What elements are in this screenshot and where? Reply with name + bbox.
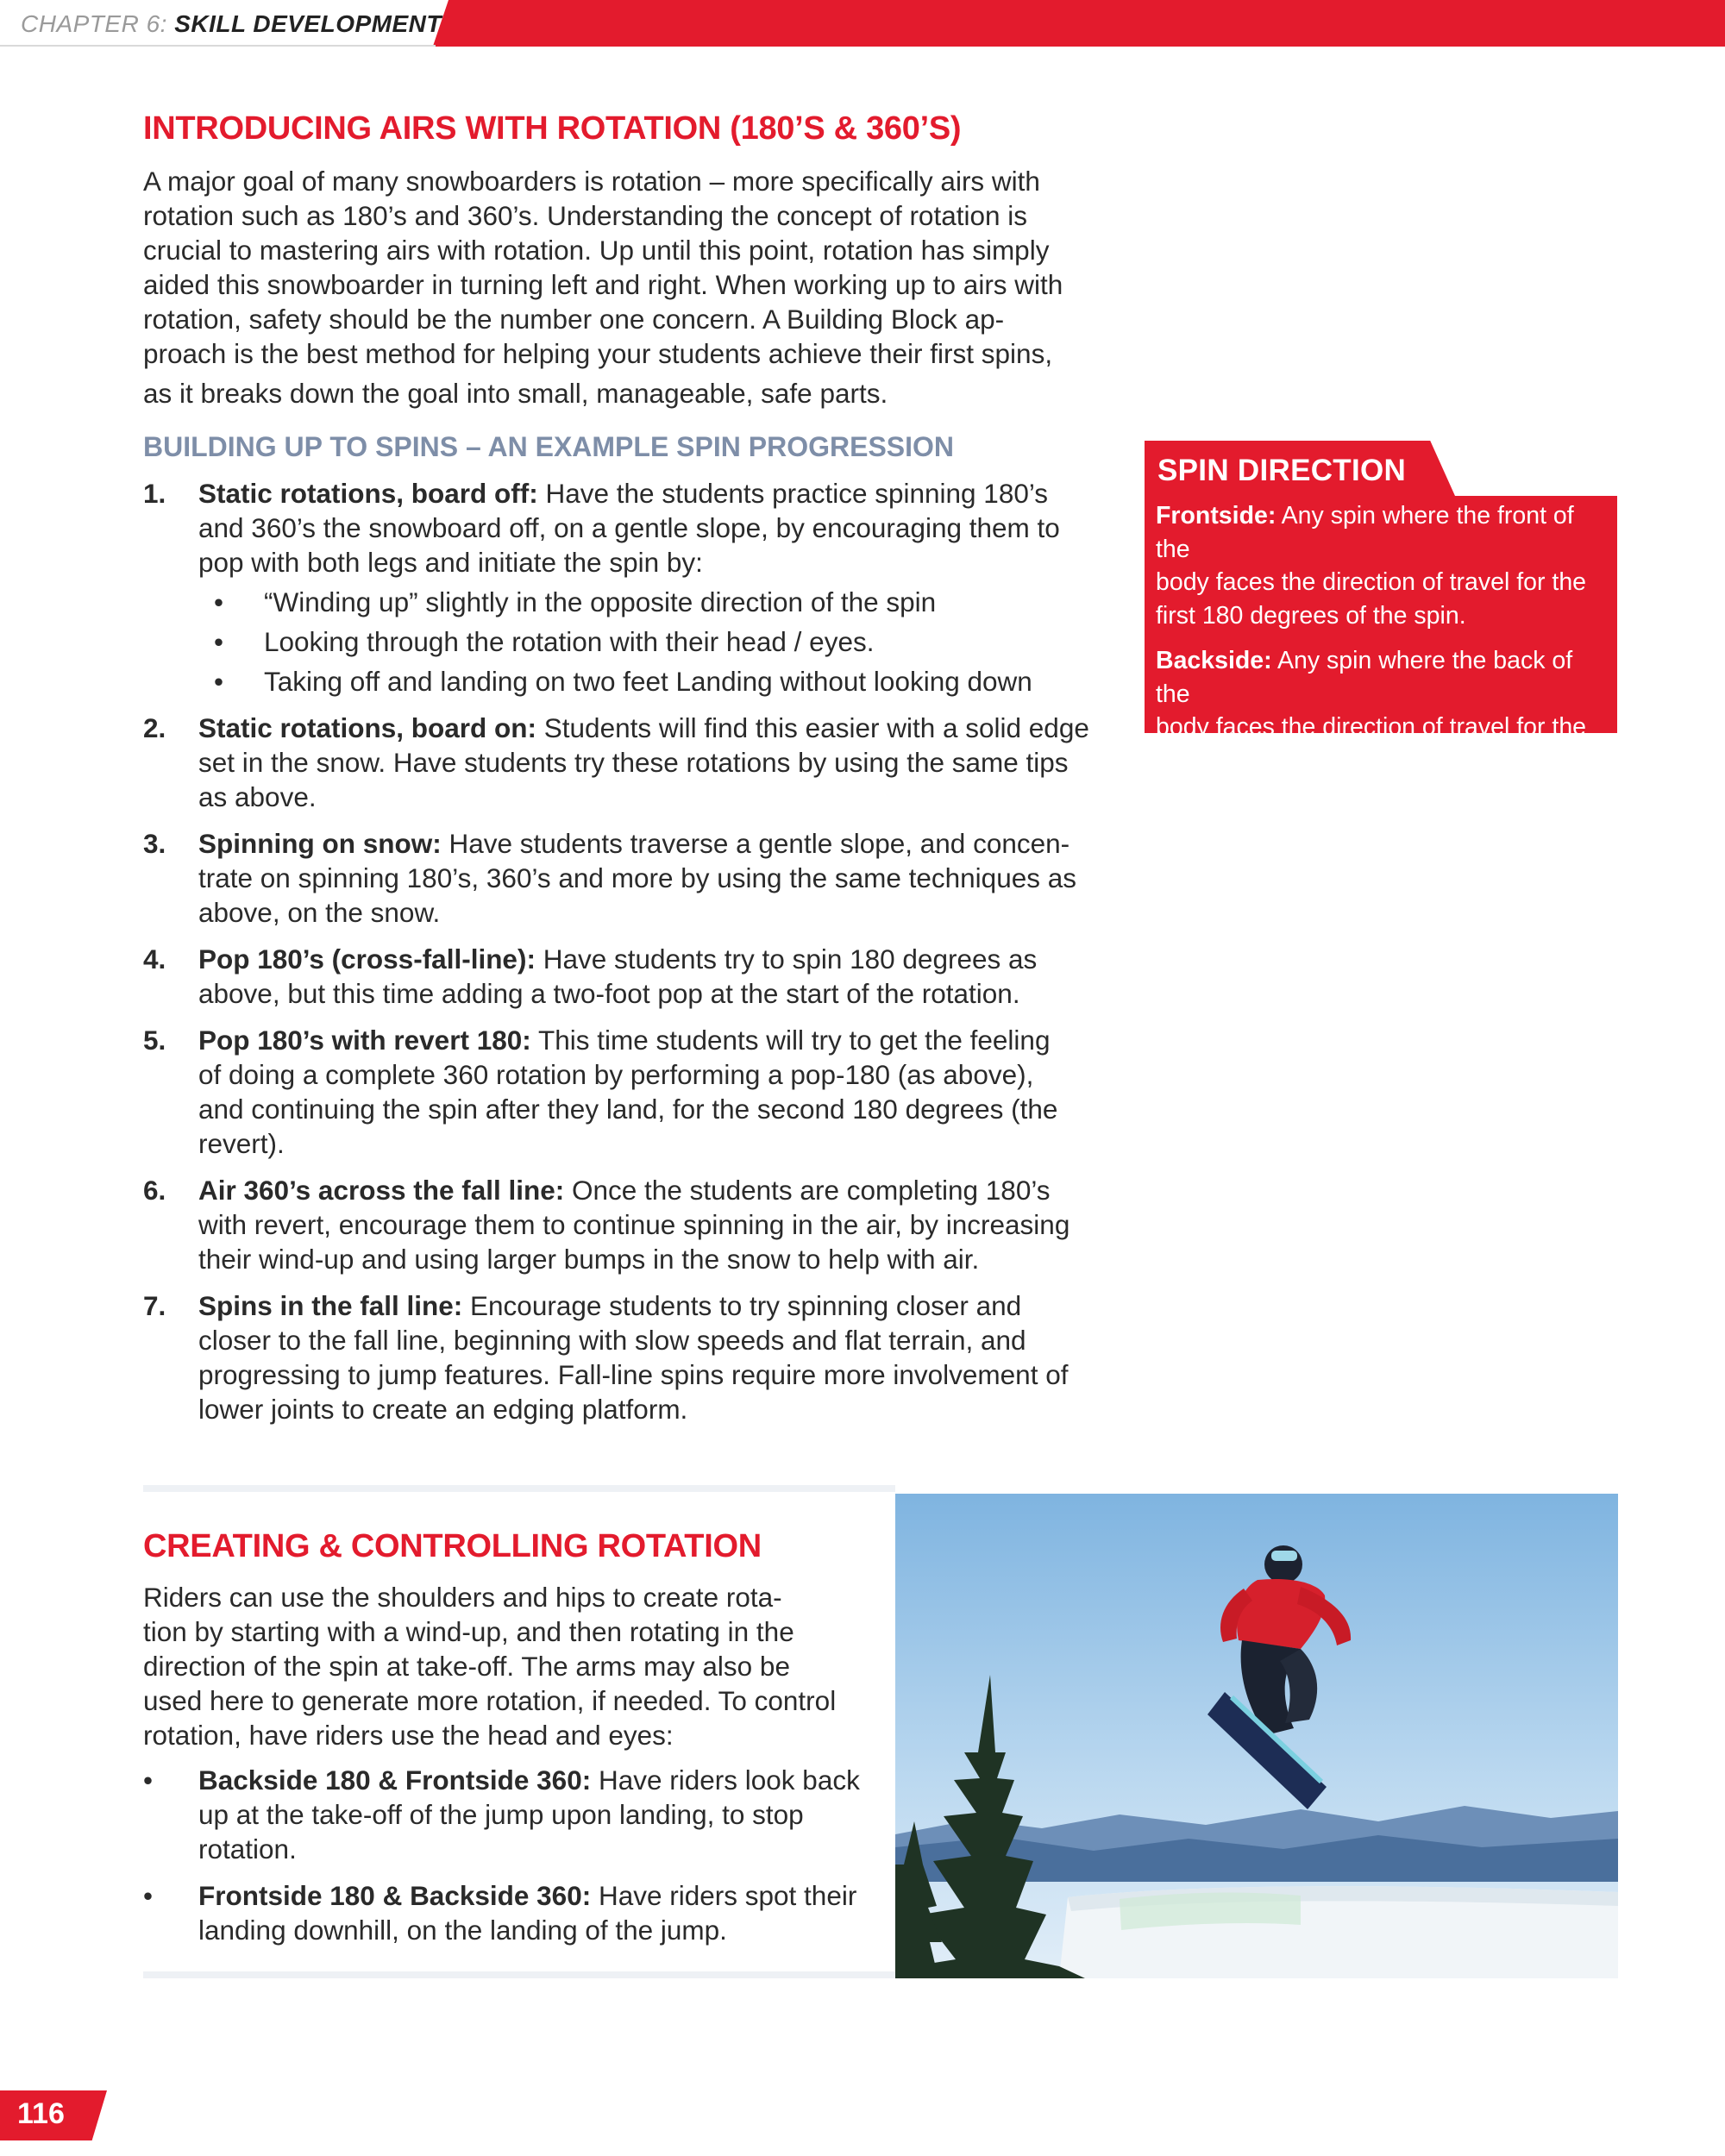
step-number: 3.: [143, 828, 166, 859]
rotation-line: Riders can use the shoulders and hips to create rota-: [143, 1582, 782, 1613]
step-text: Have the students practice spinning 180’s: [537, 478, 1049, 509]
bullet-dot: •: [214, 586, 224, 617]
step-text: revert).: [198, 1128, 285, 1159]
step-text: set in the snow. Have students try these rotations by using the same tips: [198, 747, 1069, 778]
step-text: Once the students are completing 180’s: [564, 1175, 1051, 1206]
intro-line: rotation, safety should be the number one concern. A Building Block ap-: [143, 304, 1005, 335]
step-lead: Static rotations, board off:: [198, 478, 538, 509]
chapter-header: [0, 0, 1725, 47]
progression-step: [143, 476, 1126, 699]
progression-step: [143, 826, 1126, 930]
step-number: 4.: [143, 943, 166, 975]
step-text: Students will find this easier with a solid edge: [536, 712, 1089, 743]
rotation-line: tion by starting with a wind-up, and then rotating in the: [143, 1616, 794, 1647]
sidebar-title: SPIN DIRECTION: [1157, 454, 1407, 487]
step-bullet: • “Winding up” slightly in the opposite direction of the spin: [214, 586, 937, 617]
rotation-bullet: • Frontside 180 & Backside 360: Have riders spot their landing downhill, on the landing of the jump.: [143, 1880, 857, 1946]
progression-heading: BUILDING UP TO SPINS – AN EXAMPLE SPIN PROGRESSION: [143, 431, 955, 462]
page-number: 116: [17, 2097, 65, 2130]
sidebar-term: Frontside:: [1156, 502, 1276, 530]
intro-heading: INTRODUCING AIRS WITH ROTATION (180’S & 360’S): [143, 110, 962, 147]
step-text: their wind-up and using larger bumps in the snow to help with air.: [198, 1244, 980, 1275]
step-text: Have students try to spin 180 degrees as: [535, 943, 1038, 975]
sidebar-term: Backside:: [1156, 647, 1272, 674]
bullet-dot: •: [143, 1880, 154, 1911]
rotation-heading: CREATING & CONTROLLING ROTATION: [143, 1528, 762, 1564]
step-text: pop with both legs and initiate the spin by:: [198, 547, 703, 578]
chapter-label: CHAPTER 6:: [21, 10, 175, 37]
step-number: 7.: [143, 1290, 166, 1321]
step-bullet-list: [143, 585, 1126, 699]
section-label: SKILL DEVELOPMENT: [174, 10, 442, 37]
step-text: Have students traverse a gentle slope, and concen-: [441, 828, 1070, 859]
step-text: above, but this time adding a two-foot pop at the start of the rotation.: [198, 978, 1020, 1009]
step-lead: Spinning on snow:: [198, 828, 442, 859]
rotation-line: direction of the spin at take-off. The arms may also be: [143, 1651, 790, 1682]
step-number: 6.: [143, 1175, 166, 1206]
step-text: of doing a complete 360 rotation by performing a pop-180 (as above),: [198, 1059, 1034, 1090]
step-text: progressing to jump features. Fall-line spins require more involvement of: [198, 1359, 1069, 1390]
section-top-rule: [143, 1485, 895, 1492]
bullet-lead: Backside 180 & Frontside 360:: [198, 1764, 592, 1796]
step-text: above, on the snow.: [198, 897, 441, 928]
running-head: [21, 10, 442, 38]
section-bottom-rule: [143, 1971, 895, 1978]
step-text: lower joints to create an edging platform.: [198, 1394, 688, 1425]
step-text: Encourage students to try spinning closer and: [462, 1290, 1022, 1321]
step-lead: Spins in the fall line:: [198, 1290, 463, 1321]
progression-step: [143, 1023, 1126, 1161]
rotation-bullet: • Backside 180 & Frontside 360: Have riders look back up at the take-off of the jump upon landing, to stop rotation.: [143, 1764, 860, 1865]
snowboarder-illustration: [895, 1494, 1618, 1978]
progression-step: [143, 711, 1126, 814]
step-lead: Static rotations, board on:: [198, 712, 537, 743]
step-number: 5.: [143, 1025, 166, 1056]
step-text: closer to the fall line, beginning with slow speeds and flat terrain, and: [198, 1325, 1026, 1356]
step-text: This time students will try to get the feeling: [530, 1025, 1051, 1056]
snowboarder-photo: [895, 1494, 1618, 1978]
bullet-dot: •: [214, 666, 224, 697]
rotation-control-list: [143, 1763, 885, 1959]
progression-step: [143, 942, 1126, 1011]
rotation-paragraph: [143, 1580, 885, 1752]
intro-line: rotation such as 180’s and 360’s. Understanding the concept of rotation is: [143, 200, 1028, 231]
step-text: and continuing the spin after they land, for the second 180 degrees (the: [198, 1094, 1058, 1125]
step-bullet: • Taking off and landing on two feet Landing without looking down: [214, 666, 1032, 697]
intro-line: as it breaks down the goal into small, manageable, safe parts.: [143, 378, 888, 409]
step-lead: Air 360’s across the fall line:: [198, 1175, 565, 1206]
step-text: and 360’s the snowboard off, on a gentle slope, by encouraging them to: [198, 512, 1060, 543]
intro-line: A major goal of many snowboarders is rotation – more specifically airs with: [143, 166, 1040, 197]
intro-paragraph: [143, 164, 1118, 411]
rotation-line: used here to generate more rotation, if needed. To control: [143, 1685, 837, 1716]
step-text: with revert, encourage them to continue spinning in the air, by increasing: [198, 1209, 1070, 1240]
step-lead: Pop 180’s with revert 180:: [198, 1025, 531, 1056]
step-text: trate on spinning 180’s, 360’s and more by using the same techniques as: [198, 862, 1076, 893]
bullet-lead: Frontside 180 & Backside 360:: [198, 1880, 592, 1911]
sidebar-entry-frontside: Frontside: Any spin where the front of the body faces the direction of travel for the first 180 degrees of the spin.: [1156, 502, 1587, 630]
step-text: as above.: [198, 781, 317, 812]
spin-direction-box: [1145, 496, 1617, 774]
step-bullet: • Looking through the rotation with their head / eyes.: [214, 626, 875, 657]
step-lead: Pop 180’s (cross-fall-line):: [198, 943, 536, 975]
progression-step: [143, 1173, 1126, 1276]
progression-step: [143, 1288, 1126, 1426]
spin-progression-list: [143, 476, 1126, 1438]
intro-line: aided this snowboarder in turning left and right. When working up to airs with: [143, 269, 1063, 300]
intro-line: crucial to mastering airs with rotation. Up until this point, rotation has simply: [143, 235, 1050, 266]
bullet-dot: •: [143, 1764, 154, 1796]
sidebar-entry-backside: Backside: Any spin where the back of the body faces the direction of travel for the first 180 degrees of the spin.: [1156, 647, 1587, 774]
step-number: 2.: [143, 712, 166, 743]
header-divider: [0, 45, 436, 47]
intro-line: proach is the best method for helping your students achieve their first spins,: [143, 338, 1053, 369]
step-number: 1.: [143, 478, 166, 509]
rotation-line: rotation, have riders use the head and eyes:: [143, 1720, 674, 1751]
bullet-dot: •: [214, 626, 224, 657]
